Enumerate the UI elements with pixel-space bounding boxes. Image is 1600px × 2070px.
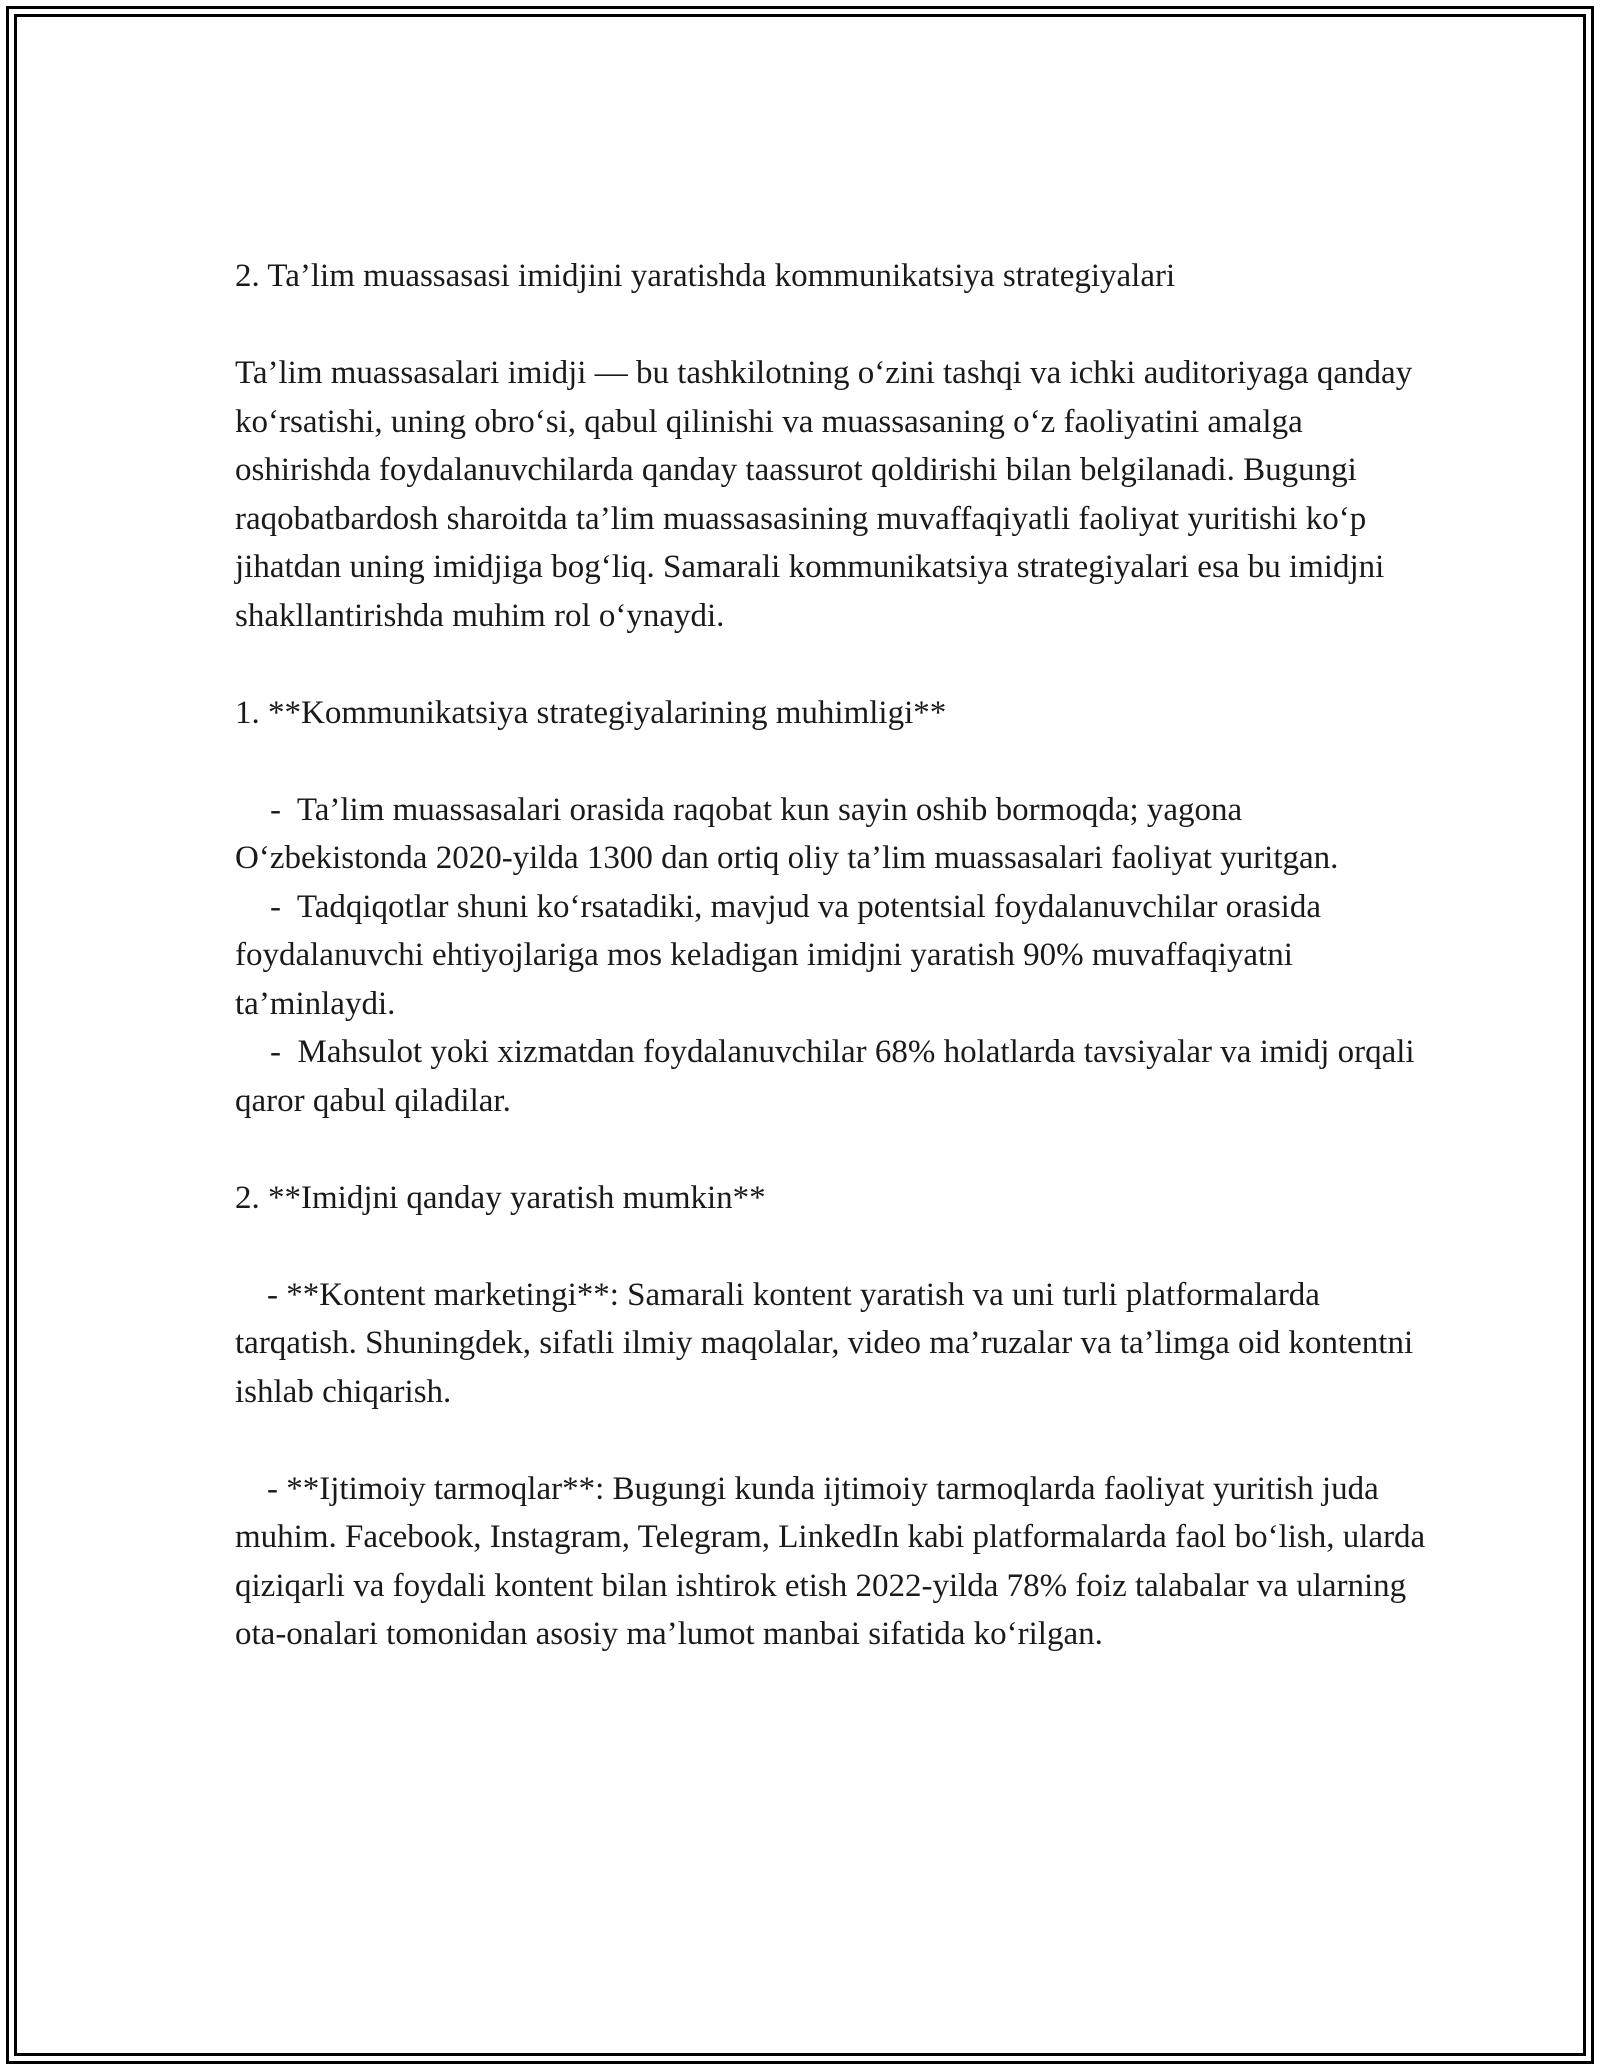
- intro-paragraph: Ta’lim muassasalari imidji — bu tashkilotning o‘zini tashqi va ichki auditoriyaga qanday ko‘rsatishi, uning obro‘si, qabul qilinishi va muassasaning o‘z faoliyatini amalga oshirishda foydalanuvchilarda qanday taassurot qoldirishi bilan belgilanadi. Bugungi raqobatbardosh sharoitda ta’lim muassasasining muvaffaqiyatli faoliyat yuritishi ko‘p jihatdan uning imidjiga bog‘liq. Samarali kommunikatsiya strategiyalari esa bu imidjni shakllantirishda muhim rol o‘ynaydi.: [235, 355, 1421, 634]
- list-item: [235, 883, 1435, 1029]
- list-item: [235, 1028, 1435, 1125]
- list-item-text: - **Ijtimoiy tarmoqlar**: Bugungi kunda ijtimoiy tarmoqlarda faoliyat yuritish juda muhim. Facebook, Instagram, Telegram, LinkedIn kabi platformalarda faol bo‘lish, ularda qiziqarli va foydali kontent bilan ishtirok etish 2022-yilda 78% foiz talabalar va ularning ota-onalari tomonidan asosiy ma’lumot manbai sifatida ko‘rilgan.: [235, 1470, 1434, 1652]
- section-2-title: 2. **Imidjni qanday yaratish mumkin**: [235, 1179, 766, 1216]
- list-item-text: - Tadqiqotlar shuni ko‘rsatadiki, mavjud va potentsial foydalanuvchilar orasida foydalanuvchi ehtiyojlariga mos keladigan imidjni yaratish 90% muvaffaqiyatni ta’minlaydi.: [235, 888, 1330, 1022]
- section-1-title: 1. **Kommunikatsiya strategiyalarining muhimligi**: [235, 694, 947, 731]
- list-item-text: - Ta’lim muassasalari orasida raqobat kun sayin oshib bormoqda; yagona O‘zbekistonda 2020-yilda 1300 dan ortiq oliy ta’lim muassasalari faoliyat yuritgan.: [235, 791, 1339, 876]
- list-item-text: - **Kontent marketingi**: Samarali kontent yaratish va uni turli platformalarda tarqatish. Shuningdek, sifatli ilmiy maqolalar, video ma’ruzalar va ta’limga oid kontentni ishlab chiqarish.: [235, 1276, 1422, 1410]
- list-item: [235, 1465, 1435, 1659]
- section-heading: 2. Ta’lim muassasasi imidjini yaratishda kommunikatsiya strategiyalari: [235, 258, 1176, 294]
- document-body: [235, 252, 1435, 1659]
- list-item: [235, 786, 1435, 883]
- list-item: [235, 1271, 1435, 1417]
- list-item-text: - Mahsulot yoki xizmatdan foydalanuvchilar 68% holatlarda tavsiyalar va imidj orqali qaror qabul qiladilar.: [235, 1034, 1423, 1119]
